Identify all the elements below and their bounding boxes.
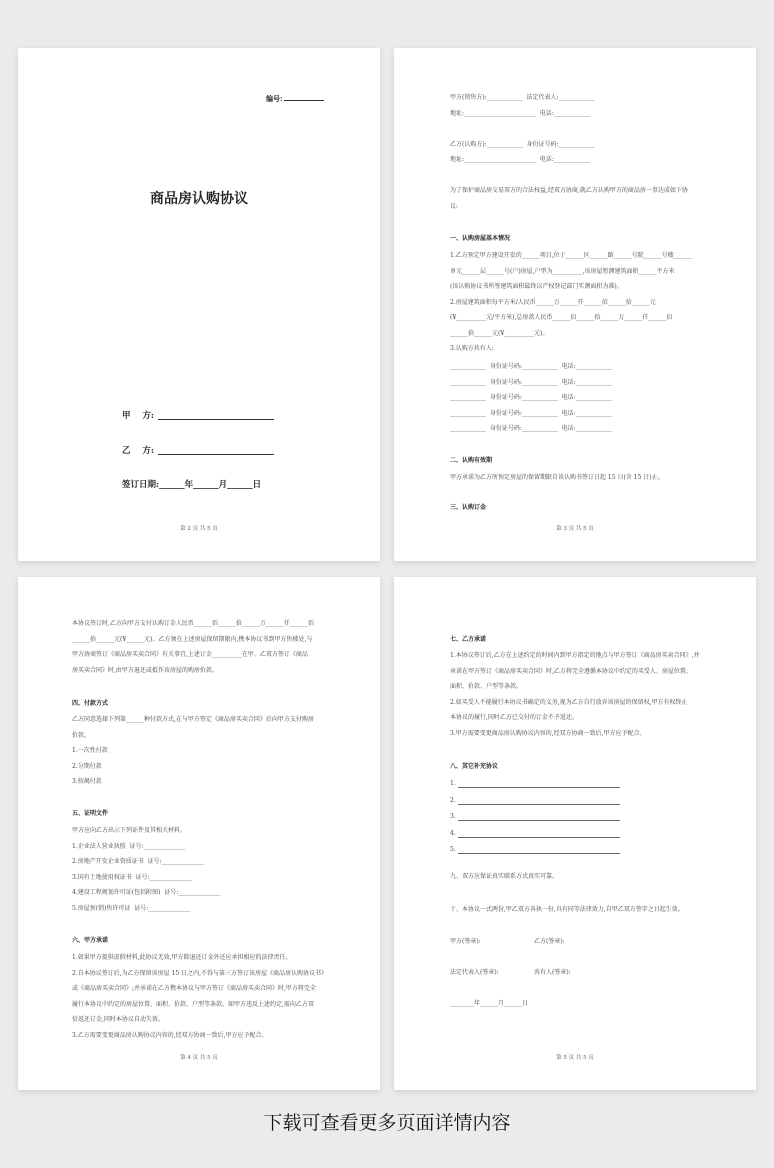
signature-label: 乙方(签章): xyxy=(534,938,565,945)
text-line: 1.如果甲方提供虚假材料,此协议无效,甲方除退还订金外还应承担相应的法律责任。 xyxy=(72,954,292,961)
text-line: 甲方(销售方):____________ 法定代表人:____________ xyxy=(450,94,595,101)
text-line: 甲方应向乙方出示下列证件及其相关材料。 xyxy=(72,827,187,834)
co-owner-row: ____________ 身份证号码:____________ 电话:____________ xyxy=(450,409,612,417)
text-line: 倍返还订金,同时本协议自动失效。 xyxy=(72,1016,164,1023)
signature-label: 甲方(签章): xyxy=(450,938,481,945)
text-line: 3.乙方需要变更商品房认购协议内容的,经双方协商一致后,甲方应予配合。 xyxy=(72,1031,268,1039)
contract-number-blank xyxy=(284,100,324,101)
text-line: ______拾______元(¥______元)。乙方须在上述房屋保留期限内,携本协议书到甲方售楼处,与 xyxy=(72,635,313,643)
text-line: 2.房屋建筑面积每平方米/人民币______万______仟______佰______拾______元 xyxy=(450,298,656,306)
text-line: 1.企业法人营业执照 证号:______________ xyxy=(72,842,186,850)
page-footer: 第 4 页 共 5 页 xyxy=(180,1055,218,1061)
signature-label: 法定代表人(签章): xyxy=(450,969,499,976)
text-line: ______拾______元(¥__________元)。 xyxy=(450,329,549,337)
page-3 xyxy=(394,48,756,561)
supplement-item: 1. xyxy=(450,780,456,787)
text-line: 履行本协议中约定的房屋位置、面积、价款、户型等条款。如甲方违反上述约定,需向乙方双 xyxy=(72,1000,314,1008)
supplement-item: 3. xyxy=(450,813,456,820)
text-line: 3.国有土地使用权证书 证号:______________ xyxy=(72,873,192,881)
supplement-item: 4. xyxy=(450,829,456,837)
section-heading: 一、认购房屋基本情况 xyxy=(450,235,511,242)
text-line: 十、本协议一式两份,甲乙双方各执一份,具有同等法律效力,自甲乙双方签字之日起生效。 xyxy=(450,906,684,913)
contract-number-label: 编号: xyxy=(266,94,283,103)
text-line: 面积、价款、户型等条款。 xyxy=(450,683,523,690)
co-owner-row: ____________ 身份证号码:____________ 电话:____________ xyxy=(450,425,612,432)
section-heading: 二、认购有效期 xyxy=(450,457,493,464)
party-a-blank xyxy=(158,419,274,420)
text-line: 2.分期付款 xyxy=(72,762,102,770)
text-line: 2.自本协议签订后,为乙方保留该房屋 15 日之内,不得与第三方签订该房屋《商品房认购协议书》 xyxy=(72,969,327,977)
page-4 xyxy=(18,577,380,1090)
text-line: 4.建设工程规划许可证(包括附图) 证号:______________ xyxy=(72,889,221,896)
text-line: 本协议签订时,乙方向甲方支付认购订金人民币______佰______拾______万______仟______佰 xyxy=(72,620,314,627)
text-line: 乙方(认购方):____________ 身份证号码:____________ xyxy=(450,140,595,148)
supplement-blank xyxy=(458,787,620,788)
text-line: (¥__________元/平方米),总房款人民币______佰______拾______万______仟______佰 xyxy=(450,314,673,321)
text-line: 3.按揭付款 xyxy=(72,778,102,785)
page-5 xyxy=(394,577,756,1090)
text-line: 3.甲方需要变更商品房认购协议内容的,经双方协商一致后,甲方应予配合。 xyxy=(450,729,646,737)
signature-label: 共有人(签章): xyxy=(534,969,571,976)
text-line: 甲方协商签订《商品房买卖合同》有关事宜,上述订金__________在甲、乙双方签订《商品 xyxy=(72,651,308,658)
page-footer: 第 3 页 共 5 页 xyxy=(556,526,594,532)
text-line: 5.房屋预(销)售许可证 证号:______________ xyxy=(72,904,191,912)
text-line: 1.本协议签订后,乙方在上述约定的时间内到甲方指定的地点与甲方签订《商品房买卖合同》,并 xyxy=(450,652,700,659)
text-line: 议: xyxy=(450,202,459,210)
text-line: 1.一次性付款 xyxy=(72,747,108,754)
text-line: 乙方同意选择下列第______种付款方式,在与甲方签定《商品房买卖合同》后向甲方支付购房 xyxy=(72,716,314,723)
sign-date-label: 签订日期:______年______月______日 xyxy=(122,480,262,490)
supplement-blank xyxy=(458,804,620,805)
supplement-blank xyxy=(458,853,620,854)
co-owner-row: ____________ 身份证号码:____________ 电话:____________ xyxy=(450,394,612,401)
text-line: 地址:________________________ 电话:____________ xyxy=(450,109,590,117)
page-2-cover xyxy=(18,48,380,561)
section-heading: 三、认购订金 xyxy=(450,504,487,511)
text-line: 单元______层______号(户)房屋,户型为__________,该房屋暂测建筑面积______平方米 xyxy=(450,267,675,275)
text-line: 承诺在甲方签订《商品房买卖合同》时,乙方将完全遵循本协议中约定的买受人、房屋位置、 xyxy=(450,667,692,675)
text-line: 价款。 xyxy=(72,731,91,739)
section-heading: 八、其它补充协议 xyxy=(450,763,499,770)
page-footer: 第 2 页 共 5 页 xyxy=(180,526,218,532)
text-line: 3.认购方共有人: xyxy=(450,345,494,352)
section-heading: 四、付款方式 xyxy=(72,700,109,707)
date-line: ________年______月______日 xyxy=(450,1000,529,1007)
supplement-blank xyxy=(458,837,620,838)
party-b-label: 乙 方: xyxy=(122,446,154,456)
co-owner-row: ____________ 身份证号码:____________ 电话:____________ xyxy=(450,378,612,386)
download-caption: 下载可查看更多页面详情内容 xyxy=(263,1112,511,1134)
co-owner-row: ____________ 身份证号码:____________ 电话:____________ xyxy=(450,363,612,370)
supplement-blank xyxy=(458,820,620,821)
section-heading: 七、乙方承诺 xyxy=(450,636,487,643)
text-line: (该认购协议书所签建筑面积最终以产权登记部门实测面积为准)。 xyxy=(450,283,623,290)
text-line: 或《商品房买卖合同》;并承诺在乙方携本协议与甲方签订《商品房买卖合同》时,甲方将完全 xyxy=(72,985,316,992)
text-line: 房买卖合同》时,由甲方退还或抵作该房屋的购房价款。 xyxy=(72,666,218,674)
supplement-item: 2. xyxy=(450,796,456,804)
party-b-blank xyxy=(158,454,274,455)
text-line: 2.房地产开发企业资质证书 证号:______________ xyxy=(72,858,204,865)
document-title: 商品房认购协议 xyxy=(150,191,248,207)
section-heading: 六、甲方承诺 xyxy=(72,937,109,944)
text-line: 2.如买受人不能履行本协议书确定的义务,视为乙方自行放弃该房屋的保留权,甲方有权终止 xyxy=(450,698,688,706)
text-line: 为了保护商品房交易双方的合法权益,经双方协商,就乙方认购甲方的商品房一事达成如下协 xyxy=(450,187,688,194)
text-line: 本协议的履行,同时乙方已交付的订金不予返还。 xyxy=(450,714,578,721)
text-line: 甲方承诺为乙方所预定房屋的保留期限自该认购书签订日起 15 日(含 15 日)止。 xyxy=(450,474,664,481)
text-line: 地址:________________________ 电话:____________ xyxy=(450,156,590,163)
text-line: 九、双方应保证真实联系方式真实可靠。 xyxy=(450,873,559,880)
supplement-item: 5. xyxy=(450,846,456,853)
text-line: 1.乙方预定甲方建设开发的______项目,位于______区______路______号院______号楼______ xyxy=(450,252,692,259)
page-footer: 第 5 页 共 5 页 xyxy=(556,1055,594,1061)
party-a-label: 甲 方: xyxy=(122,411,154,421)
section-heading: 五、证明文件 xyxy=(72,810,109,817)
